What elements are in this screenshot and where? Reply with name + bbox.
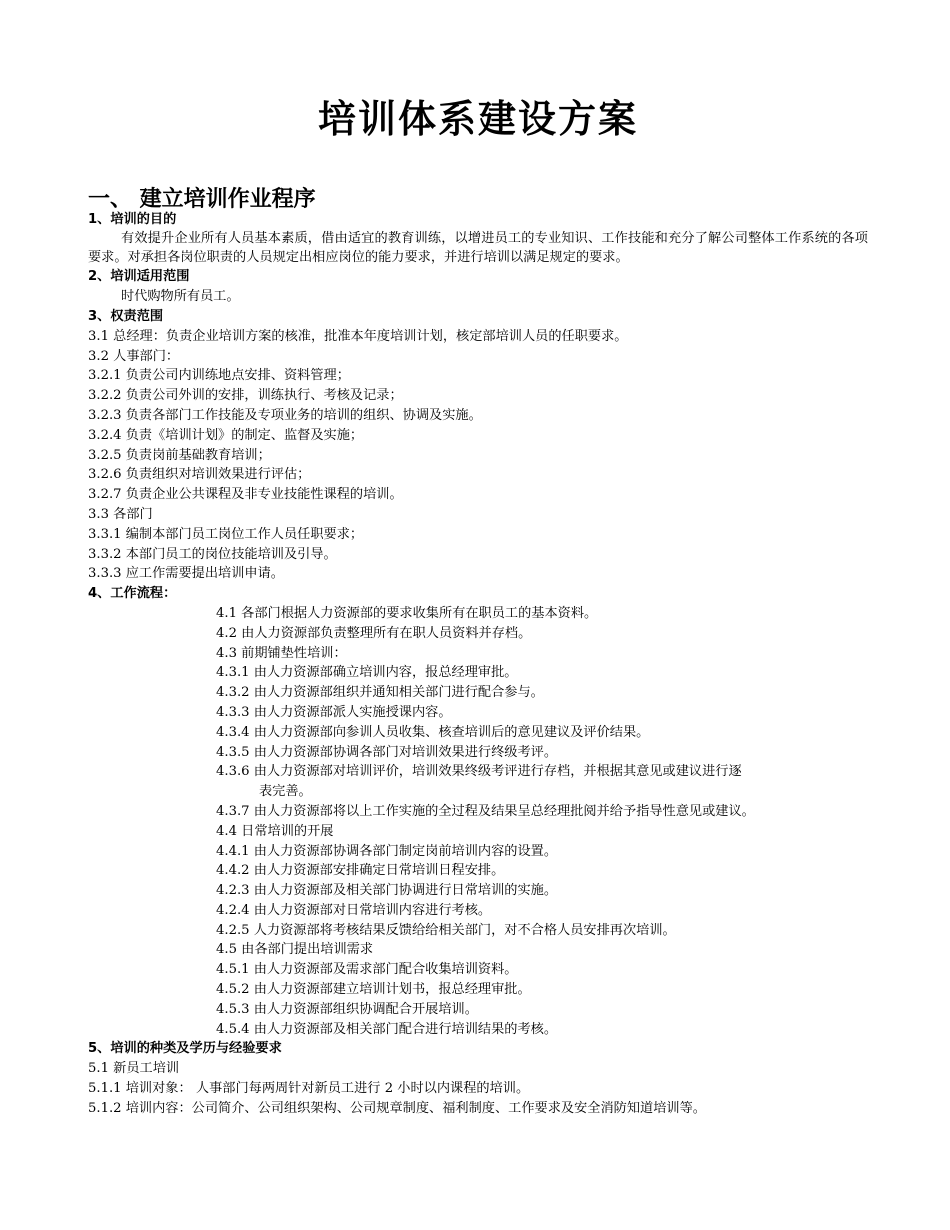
subheading: 4、工作流程： (88, 586, 177, 602)
workflow-step: 4.5.2 由人力资源部建立培训计划书，报总经理审批。 (216, 982, 531, 998)
text-line: 3.3.1 编制本部门员工岗位工作人员任职要求； (88, 526, 364, 542)
workflow-step: 4.5.3 由人力资源部组织协调配合开展培训。 (216, 1001, 478, 1017)
text-line: 3.3 各部门 (88, 506, 153, 522)
text-line: 3.2.3 负责各部门工作技能及专项业务的培训的组织、协调及实施。 (88, 407, 482, 423)
workflow-step: 4.4 日常培训的开展 (216, 823, 334, 839)
workflow-step: 4.3.4 由人力资源部向参训人员收集、核查培训后的意见建议及评价结果。 (216, 724, 650, 740)
document-title: 培训体系建设方案 (317, 97, 638, 141)
subheading: 1、培训的目的 (88, 212, 177, 227)
document-body (88, 210, 868, 1119)
workflow-step: 4.4.2 由人力资源部安排确定日常培训日程安排。 (216, 863, 505, 879)
workflow-step: 4.4.1 由人力资源部协调各部门制定岗前培训内容的设置。 (216, 843, 558, 859)
workflow-step: 4.3.3 由人力资源部派人实施授课内容。 (216, 704, 452, 720)
workflow-step: 4.3 前期铺垫性培训： (216, 645, 347, 661)
text-line: 3.2.6 负责组织对培训效果进行评估； (88, 467, 311, 483)
workflow-step: 4.2.3 由人力资源部及相关部门协调进行日常培训的实施。 (216, 883, 558, 899)
text-line: 3.1 总经理：负责企业培训方案的核准，批准本年度培训计划，核定部培训人员的任职要求。 (88, 328, 628, 344)
text-line: 3.3.3 应工作需要提出培训申请。 (88, 566, 284, 582)
text-line: 3.2.4 负责《培训计划》的制定、监督及实施； (88, 427, 364, 443)
text-line: 3.2.5 负责岗前基础教育培训； (88, 447, 271, 463)
text-line: 3.2.7 负责企业公共课程及非专业技能性课程的培训。 (88, 487, 403, 503)
text-line: 3.2 人事部门： (88, 348, 180, 364)
workflow-step: 4.3.7 由人力资源部将以上工作实施的全过程及结果呈总经理批阅并给予指导性意见或建议。 (216, 803, 755, 819)
text-line: 时代购物所有员工。 (121, 289, 240, 305)
section-heading: 一、 建立培训作业程序 (88, 187, 316, 212)
subheading: 3、权责范围 (88, 308, 164, 324)
text-line: 5.1.2 培训内容：公司简介、公司组织架构、公司规章制度、福利制度、工作要求及安全消防知道培训等。 (88, 1100, 706, 1116)
workflow-step: 4.5.1 由人力资源部及需求部门配合收集培训资料。 (216, 962, 518, 978)
subheading: 5、培训的种类及学历与经验要求 (88, 1041, 282, 1057)
workflow-step: 4.5.4 由人力资源部及相关部门配合进行培训结果的考核。 (216, 1021, 558, 1037)
text-line: 3.2.1 负责公司内训练地点安排、资料管理； (88, 368, 350, 384)
workflow-step: 4.1 各部门根据人力资源部的要求收集所有在职员工的基本资料。 (216, 605, 598, 621)
workflow-step: 4.3.2 由人力资源部组织并通知相关部门进行配合参与。 (216, 685, 544, 701)
text-line: 3.3.2 本部门员工的岗位技能培训及引导。 (88, 546, 337, 562)
workflow-step: 4.2 由人力资源部负责整理所有在职人员资料并存档。 (216, 625, 532, 641)
workflow-step: 4.3.5 由人力资源部协调各部门对培训效果进行终级考评。 (216, 744, 558, 760)
workflow-step: 4.5 由各部门提出培训需求 (216, 942, 374, 958)
paragraph: 有效提升企业所有人员基本素质，借由适宜的教育训练，以增进员工的专业知识、工作技能和充分了解公司整体工作系统的各项要求。对承担各岗位职责的人员规定出相应岗位的能力要求，并进行培训以满足规定的要求。 (88, 230, 868, 265)
subheading: 2、培训适用范围 (88, 269, 190, 285)
workflow-step: 4.2.5 人力资源部将考核结果反馈给给相关部门，对不合格人员安排再次培训。 (216, 922, 676, 938)
text-line: 5.1.1 培训对象： 人事部门每两周针对新员工进行 2 小时以内课程的培训。 (88, 1081, 530, 1097)
text-line: 5.1 新员工培训 (88, 1061, 180, 1077)
text-line-continuation: 表完善。 (259, 784, 312, 800)
workflow-step: 4.2.4 由人力资源部对日常培训内容进行考核。 (216, 902, 492, 918)
workflow-step: 4.3.6 由人力资源部对培训评价，培训效果终级考评进行存档，并根据其意见或建议进行逐 (216, 764, 742, 780)
workflow-step: 4.3.1 由人力资源部确立培训内容，报总经理审批。 (216, 665, 518, 681)
text-line: 3.2.2 负责公司外训的安排，训练执行、考核及记录； (88, 388, 403, 404)
